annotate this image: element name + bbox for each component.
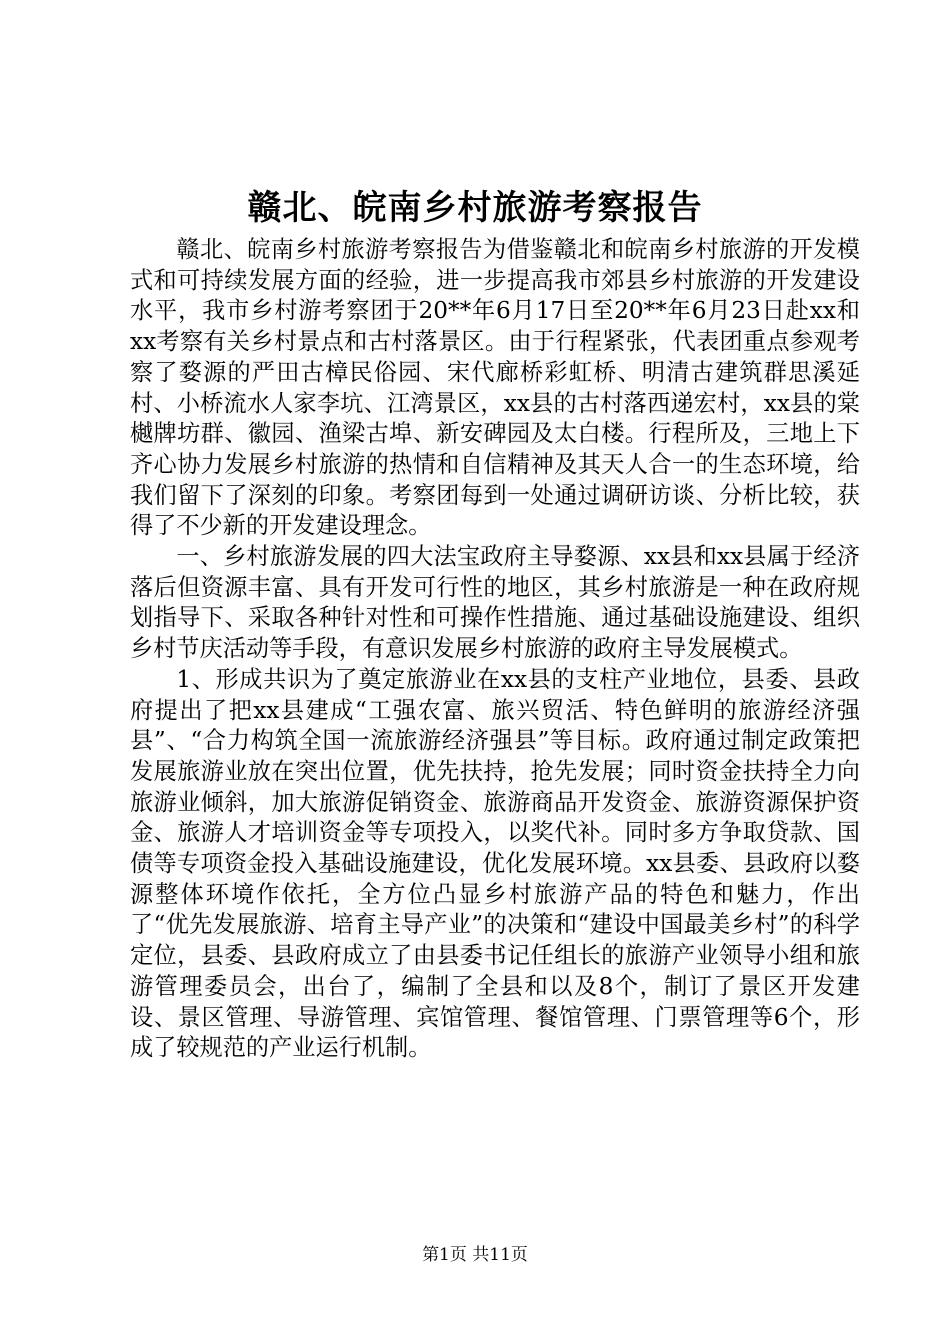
paragraph-section-1: 一、乡村旅游发展的四大法宝政府主导婺源、xx县和xx县属于经济落后但资源丰富、具有开发可行性的地区，其乡村旅游是一种在政府规划指导下、采取各种针对性和可操作性措施、通过基础设施建设、组织乡村节庆活动等手段，有意识发展乡村旅游的政府主导发展模式。 xyxy=(130,543,860,663)
document-title: 赣北、皖南乡村旅游考察报告 xyxy=(247,188,703,228)
paragraph-intro: 赣北、皖南乡村旅游考察报告为借鉴赣北和皖南乡村旅游的开发模式和可持续发展方面的经验，进一步提高我市郊县乡村旅游的开发建设水平，我市乡村游考察团于20**年6月17日至20**年6月23日赴xx和xx考察有关乡村景点和古村落景区。由于行程紧张，代表团重点参观考察了婺源的严田古樟民俗园、宋代廊桥彩虹桥、明清古建筑群思溪延村、小桥流水人家李坑、江湾景区，xx县的古村落西递宏村，xx县的棠樾牌坊群、徽园、渔梁古埠、新安碑园及太白楼。行程所及，三地上下齐心协力发展乡村旅游的热情和自信精神及其天人合一的生态环境，给我们留下了深刻的印象。考察团每到一处通过调研访谈、分析比较，获得了不少新的开发建设理念。 xyxy=(130,236,860,540)
paragraph-item-1: 1、形成共识为了奠定旅游业在xx县的支柱产业地位，县委、县政府提出了把xx县建成“工强农富、旅兴贸活、特色鲜明的旅游经济强县”、“合力构筑全国一流旅游经济强县”等目标。政府通过制定政策把发展旅游业放在突出位置，优先扶持，抢先发展；同时资金扶持全力向旅游业倾斜，加大旅游促销资金、旅游商品开发资金、旅游资源保护资金、旅游人才培训资金等专项投入，以奖代补。同时多方争取贷款、国债等专项资金投入基础设施建设，优化发展环境。xx县委、县政府以婺源整体环境作依托，全方位凸显乡村旅游产品的特色和魅力，作出了“优先发展旅游、培育主导产业”的决策和“建设中国最美乡村”的科学定位，县委、县政府成立了由县委书记任组长的旅游产业领导小组和旅游管理委员会，出台了，编制了全县和以及8个，制订了景区开发建设、景区管理、导游管理、宾馆管理、餐馆管理、门票管理等6个，形成了较规范的产业运行机制。 xyxy=(130,665,860,1062)
document-body xyxy=(130,235,860,1064)
page-footer: 第1页 共11页 xyxy=(422,1245,528,1265)
